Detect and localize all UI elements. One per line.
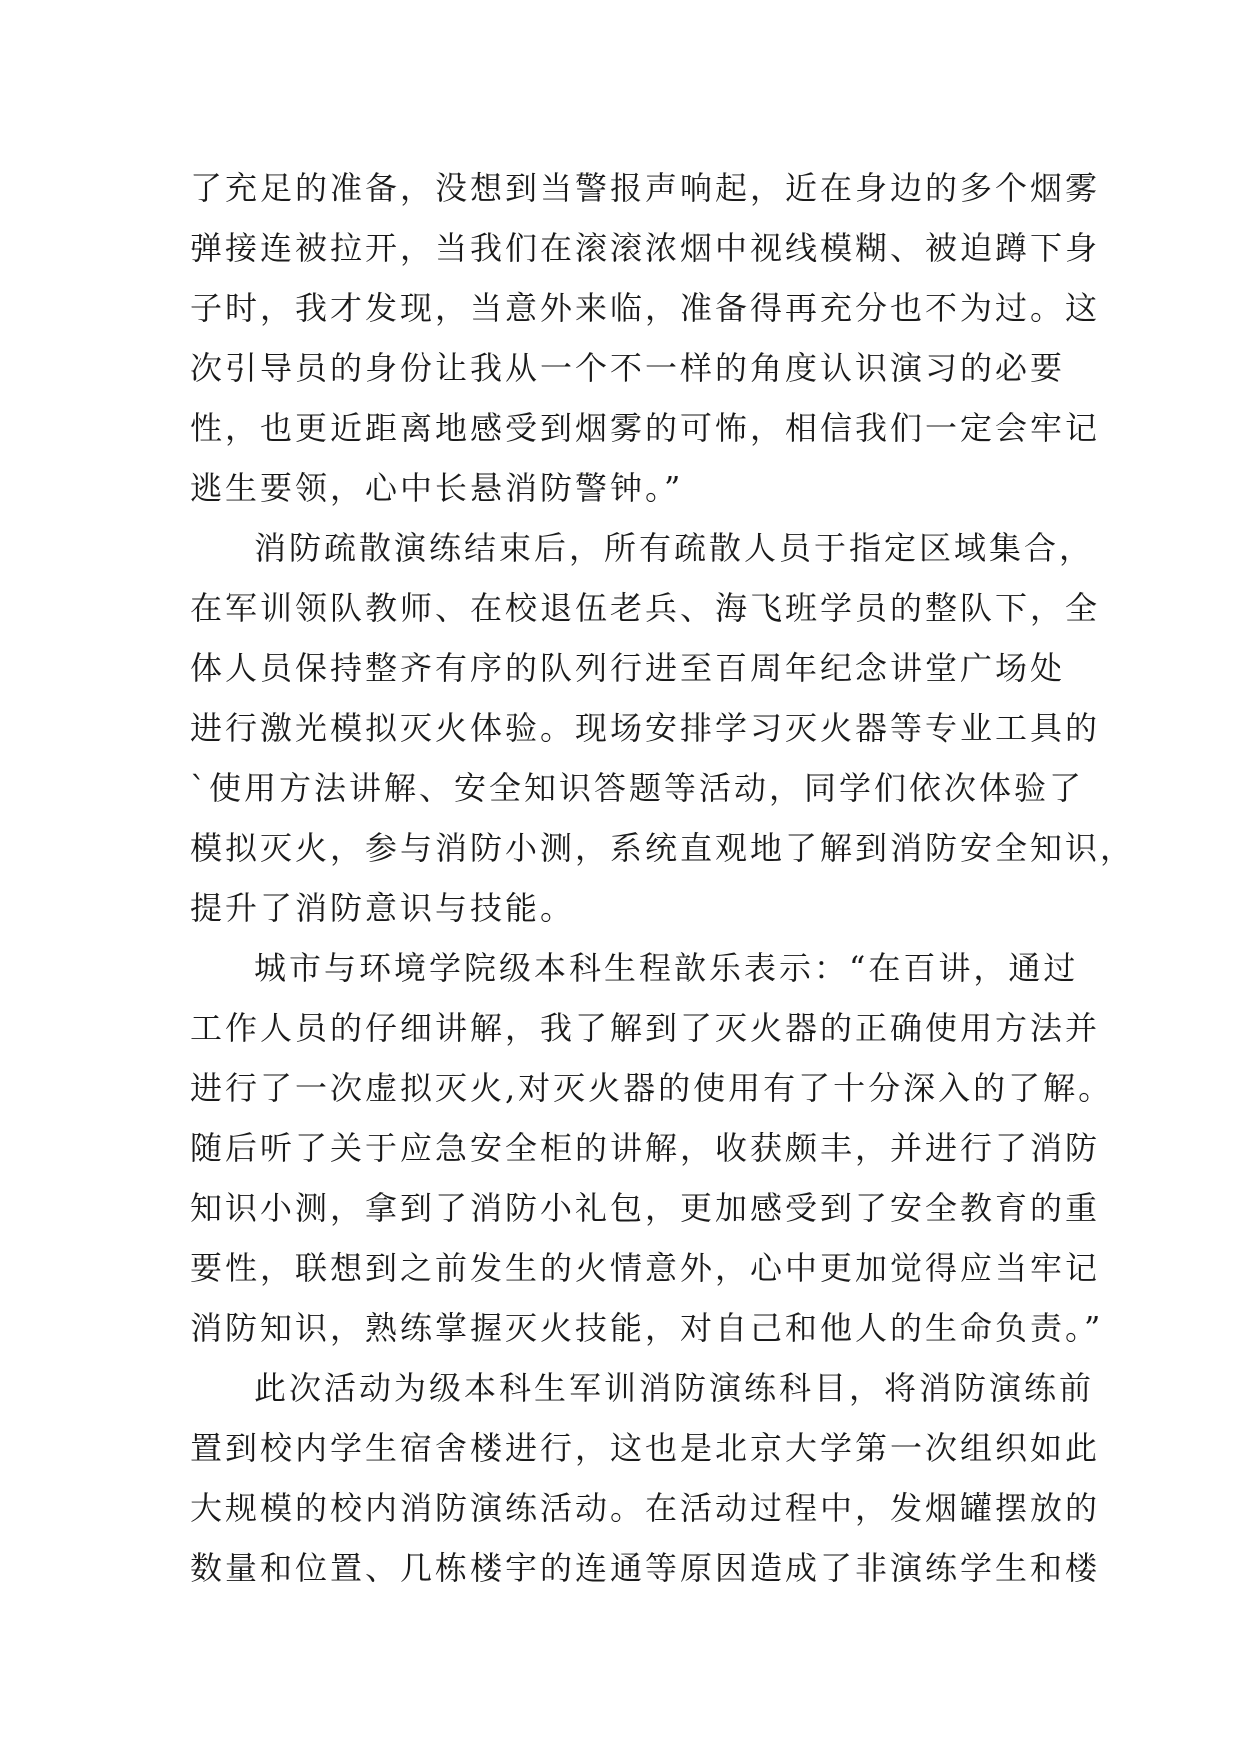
text-line: 提升了消防意识与技能。 — [190, 889, 576, 927]
text-line: 大规模的校内消防演练活动。在活动过程中，发烟罐摆放的 — [190, 1489, 1101, 1527]
text-line: 随后听了关于应急安全柜的讲解，收获颇丰，并进行了消防 — [190, 1129, 1101, 1167]
text-line: 消防疏散演练结束后，所有疏散人员于指定区域集合， — [254, 529, 1095, 567]
paragraph-2 — [190, 518, 1136, 938]
text-line: 弹接连被拉开，当我们在滚滚浓烟中视线模糊、被迫蹲下身 — [190, 229, 1101, 267]
text-line: 了充足的准备，没想到当警报声响起，近在身边的多个烟雾 — [190, 169, 1101, 207]
text-line: 子时，我才发现，当意外来临，准备得再充分也不为过。这 — [190, 289, 1101, 327]
text-line: 性，也更近距离地感受到烟雾的可怖，相信我们一定会牢记 — [190, 409, 1101, 447]
text-line: 知识小测，拿到了消防小礼包，更加感受到了安全教育的重 — [190, 1189, 1101, 1227]
text-line: 要性，联想到之前发生的火情意外，心中更加觉得应当牢记 — [190, 1249, 1101, 1287]
text-line: 在军训领队教师、在校退伍老兵、海飞班学员的整队下，全 — [190, 589, 1101, 627]
text-line: 逃生要领，心中长悬消防警钟。” — [190, 469, 684, 507]
text-line: 进行了一次虚拟灭火,对灭火器的使用有了十分深入的了解。 — [190, 1069, 1114, 1107]
text-line: 体人员保持整齐有序的队列行进至百周年纪念讲堂广场处 — [190, 649, 1066, 687]
text-line: 进行激光模拟灭火体验。现场安排学习灭火器等专业工具的 — [190, 709, 1101, 747]
paragraph-4 — [190, 1358, 1101, 1598]
text-line: 模拟灭火，参与消防小测，系统直观地了解到消防安全知识， — [190, 829, 1136, 867]
paragraph-3 — [190, 938, 1114, 1358]
text-line: `使用方法讲解、安全知识答题等活动，同学们依次体验了 — [190, 769, 1085, 807]
text-line: 工作人员的仔细讲解，我了解到了灭火器的正确使用方法并 — [190, 1009, 1101, 1047]
document-body — [190, 158, 1136, 1598]
text-line: 置到校内学生宿舍楼进行，这也是北京大学第一次组织如此 — [190, 1429, 1101, 1467]
text-line: 消防知识，熟练掌握灭火技能，对自己和他人的生命负责。” — [190, 1309, 1104, 1347]
text-line: 城市与环境学院级本科生程歆乐表示：“在百讲，通过 — [254, 949, 1079, 987]
text-line: 此次活动为级本科生军训消防演练科目，将消防演练前 — [254, 1369, 1095, 1407]
text-line: 数量和位置、几栋楼宇的连通等原因造成了非演练学生和楼 — [190, 1549, 1101, 1587]
paragraph-1 — [190, 158, 1101, 518]
text-line: 次引导员的身份让我从一个不一样的角度认识演习的必要 — [190, 349, 1066, 387]
